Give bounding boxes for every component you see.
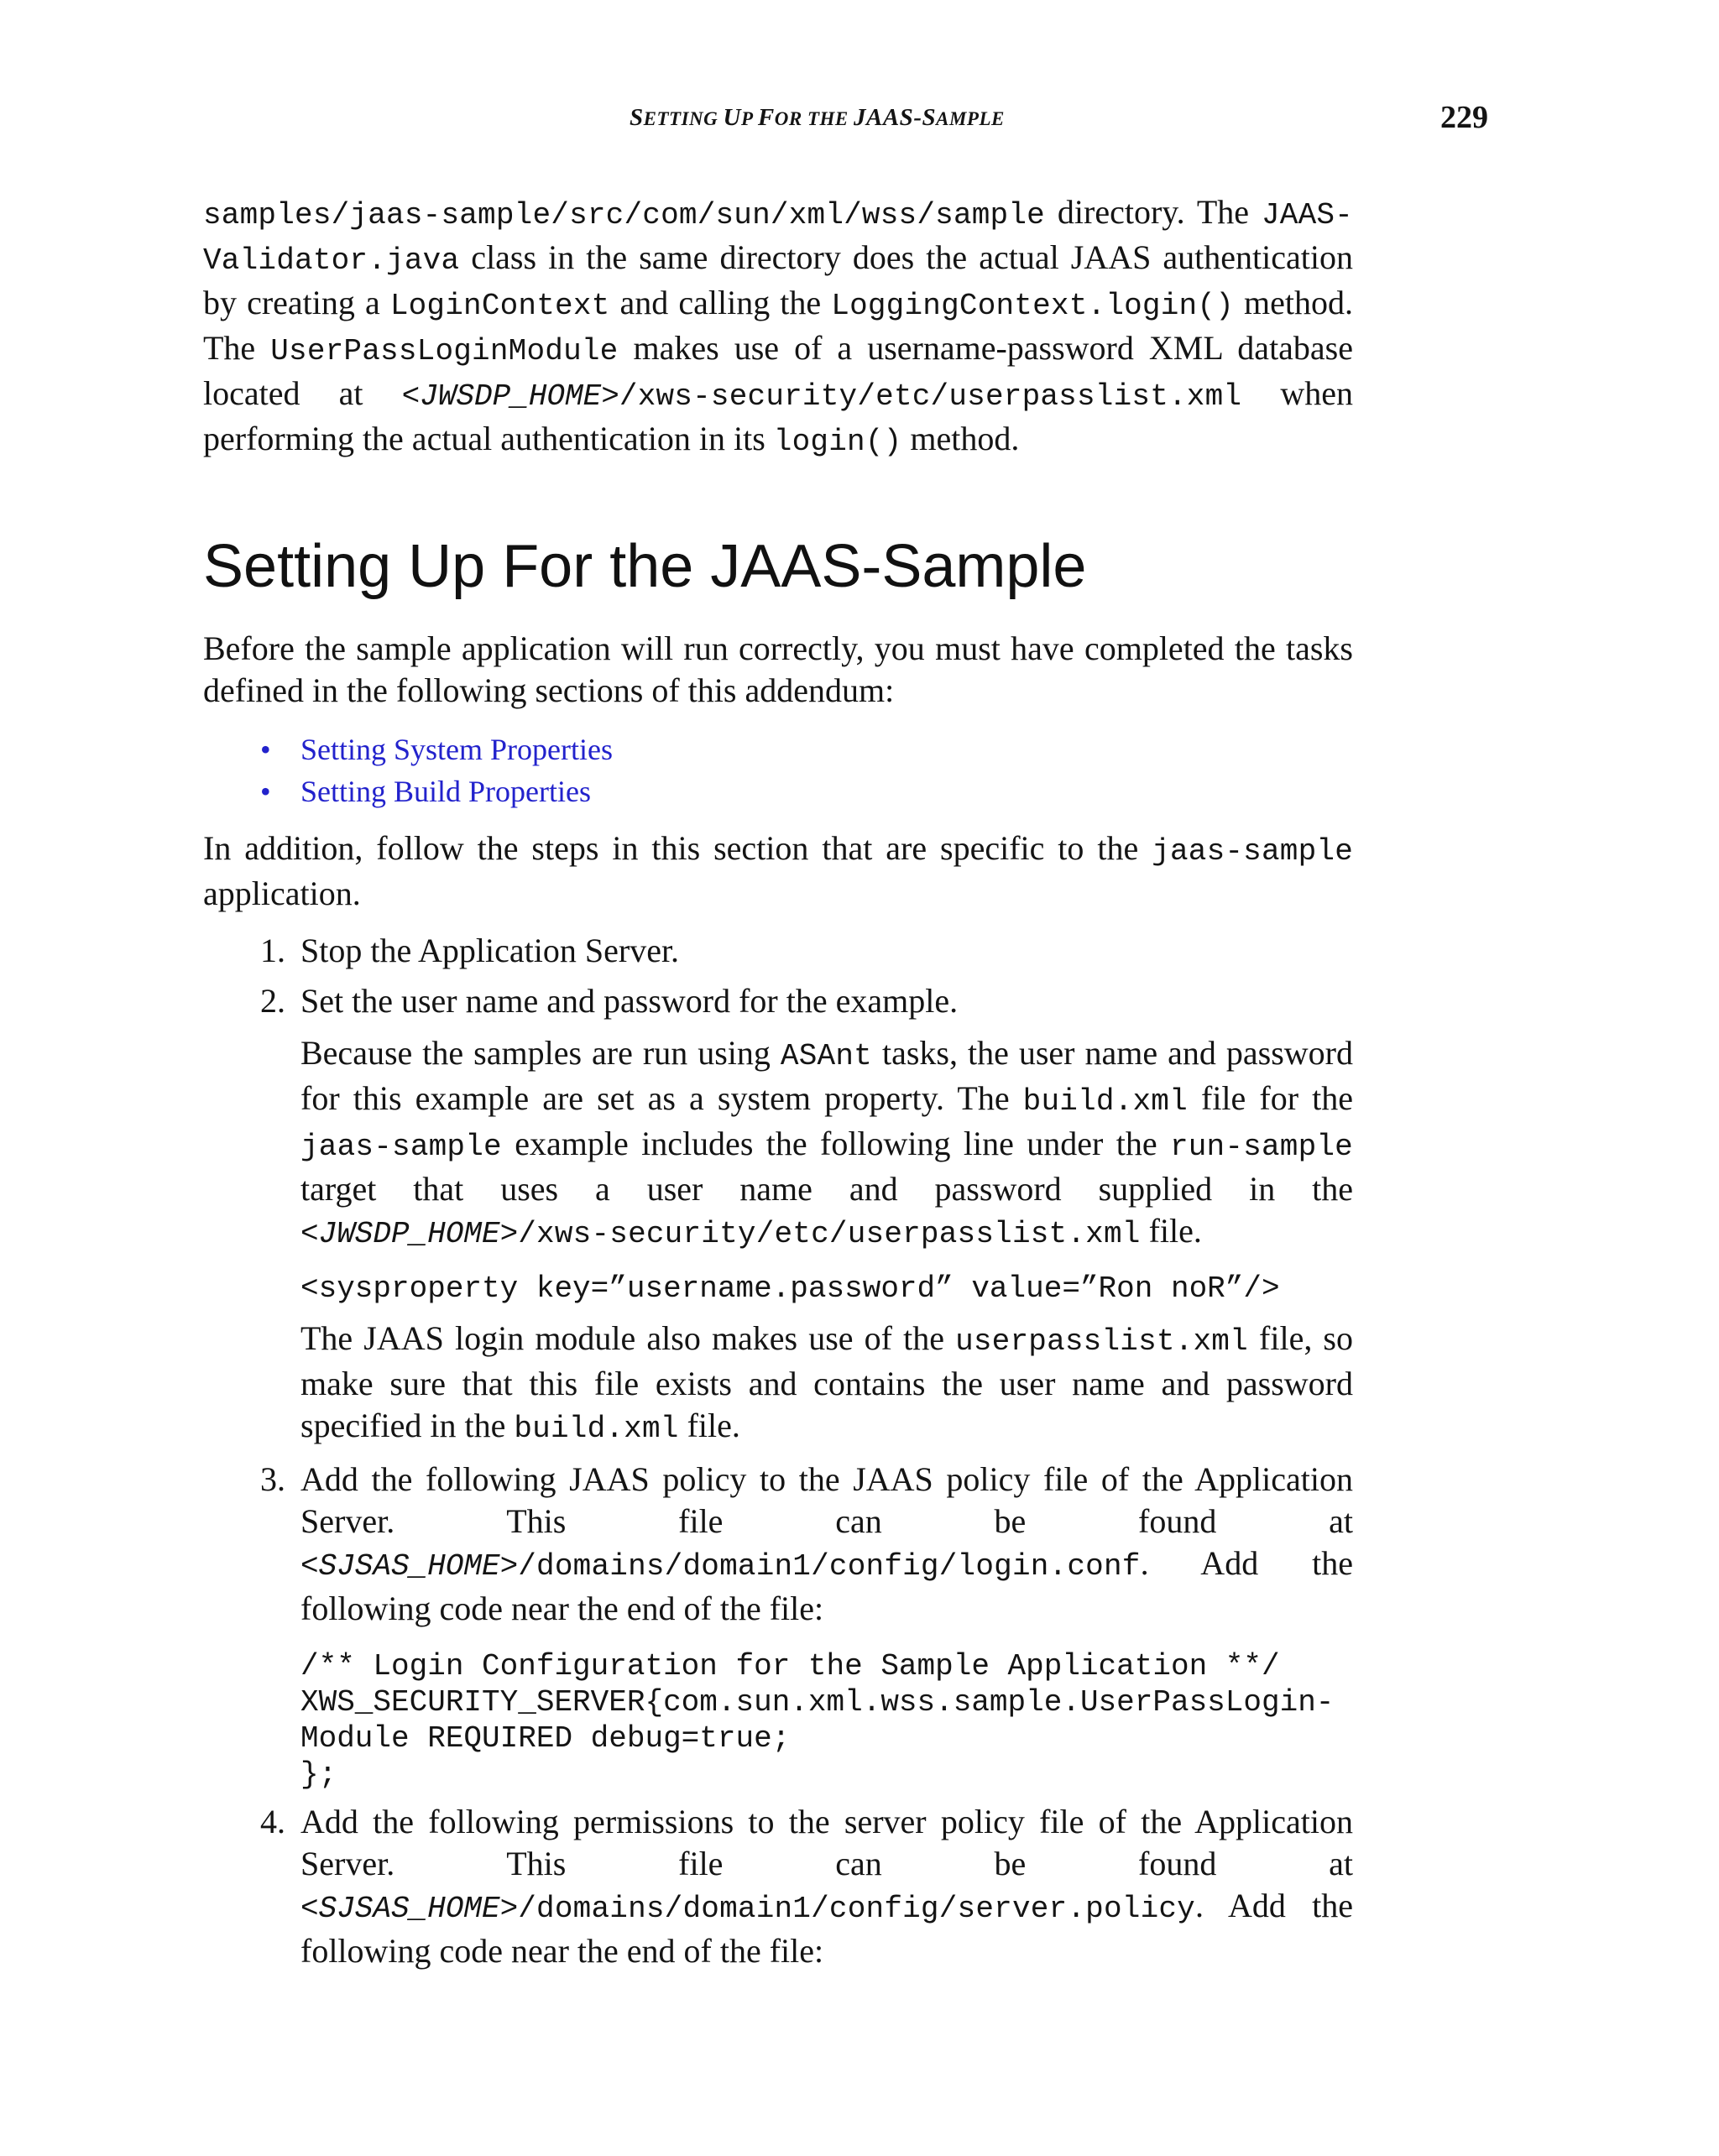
text-run: application. bbox=[203, 874, 361, 912]
inline-code: /xws-security/etc/userpasslist.xml bbox=[518, 1217, 1141, 1251]
code-line: <sysproperty key=”username.password” value=”Ron noR”/> bbox=[300, 1271, 1280, 1306]
link-label[interactable]: Setting Build Properties bbox=[300, 775, 591, 808]
rh-part: ETTING bbox=[643, 108, 724, 129]
text-run: file, so make sure that this file exists and contains the user name and password specified in the bbox=[300, 1319, 1353, 1444]
inline-code: /domains/domain1/config/server.policy bbox=[518, 1892, 1195, 1926]
text-run: method. bbox=[901, 420, 1020, 457]
inline-code: UserPassLoginModule bbox=[270, 334, 619, 368]
inline-code: /xws-security/etc/userpasslist.xml bbox=[619, 379, 1242, 414]
code-block: /** Login Configuration for the Sample Application **/ XWS_SECURITY_SERVER{com.sun.xml.wss.sample.UserPassLogin- Module REQUIRED debug=true; }; bbox=[300, 1649, 1335, 1792]
text-run: . Add the following code near the end of the file: bbox=[300, 1887, 1353, 1970]
inline-code: ASAnt bbox=[780, 1039, 872, 1073]
text-run: directory. The bbox=[1044, 193, 1262, 231]
text-run: Because the samples are run using bbox=[300, 1034, 781, 1072]
text-run: In addition, follow the steps in this section that are specific to the bbox=[203, 829, 1152, 867]
text-run: Add the following permissions to the server policy file of the Application Server. This file can be found at bbox=[300, 1803, 1353, 1882]
section-paragraph-2 bbox=[203, 827, 1353, 915]
page-number: 229 bbox=[1440, 100, 1488, 135]
inline-code: jaas-sample bbox=[300, 1130, 502, 1164]
step-item bbox=[203, 1801, 1353, 1972]
inline-code-italic: <SJSAS_HOME> bbox=[300, 1892, 519, 1926]
link-item-build-properties[interactable] bbox=[260, 770, 1353, 812]
inline-code: jaas-sample bbox=[1152, 834, 1353, 869]
inline-code-italic: <JWSDP_HOME> bbox=[401, 379, 619, 414]
intro-paragraph bbox=[203, 191, 1353, 463]
step-number: 2. bbox=[260, 982, 285, 1020]
step-text: Set the user name and password for the example. bbox=[300, 982, 959, 1020]
step-number: 4. bbox=[260, 1803, 285, 1840]
link-item-system-properties[interactable] bbox=[260, 728, 1353, 770]
inline-code: login() bbox=[773, 425, 902, 459]
rh-part: P bbox=[740, 108, 758, 129]
step-paragraph bbox=[300, 1459, 1353, 1630]
text-run: method. The bbox=[203, 284, 1354, 367]
section-heading: Setting Up For the JAAS-Sample bbox=[203, 533, 1087, 600]
text-run: . Add the following code near the end of the file: bbox=[300, 1544, 1353, 1627]
inline-code: /domains/domain1/config/login.conf bbox=[518, 1549, 1141, 1584]
text-run: file for the bbox=[1187, 1079, 1353, 1117]
link-list bbox=[203, 728, 1353, 812]
text-run: when performing the actual authentication in its bbox=[203, 374, 1353, 457]
text-run: example includes the following line under the bbox=[501, 1125, 1170, 1162]
step-number: 3. bbox=[260, 1460, 285, 1498]
rh-part: U bbox=[723, 104, 741, 131]
step-paragraph bbox=[300, 1318, 1353, 1450]
inline-code: samples/jaas-sample/src/com/sun/xml/wss/sample bbox=[203, 198, 1045, 232]
inline-code: LoggingContext.login() bbox=[831, 289, 1234, 323]
running-head bbox=[0, 99, 1719, 141]
inline-code: build.xml bbox=[1022, 1084, 1188, 1119]
rh-part: JAAS-S bbox=[854, 104, 937, 131]
text-run: Add the following JAAS policy to the JAAS policy file of the Application Server. This file can be found at bbox=[300, 1460, 1353, 1540]
step-number: 1. bbox=[260, 932, 285, 969]
page-body bbox=[203, 191, 1353, 1981]
inline-code: build.xml bbox=[514, 1412, 679, 1446]
step-item bbox=[203, 1459, 1353, 1793]
rh-part: OR THE bbox=[774, 108, 854, 129]
bullet-icon: • bbox=[260, 775, 271, 808]
step-item bbox=[203, 930, 1353, 972]
rh-part: AMPLE bbox=[936, 108, 1005, 129]
step-paragraph bbox=[300, 1032, 1353, 1255]
text-run: tasks, the user name and password for this example are set as a system property. The bbox=[300, 1034, 1353, 1117]
inline-code: userpasslist.xml bbox=[955, 1324, 1248, 1359]
text-run: The JAAS login module also makes use of the bbox=[300, 1319, 956, 1357]
step-item bbox=[203, 980, 1353, 1450]
step-paragraph bbox=[300, 1801, 1353, 1972]
rh-part: S bbox=[630, 104, 644, 131]
text-run: file. bbox=[678, 1407, 740, 1444]
inline-code: run-sample bbox=[1169, 1130, 1353, 1164]
inline-code-italic: <JWSDP_HOME> bbox=[300, 1217, 519, 1251]
text-run: file. bbox=[1140, 1212, 1202, 1250]
text-run: makes use of a username-password XML database located at bbox=[203, 329, 1354, 412]
link-label[interactable]: Setting System Properties bbox=[300, 733, 613, 766]
rh-part: F bbox=[757, 104, 775, 131]
inline-code: JAAS-Validator.java bbox=[203, 198, 1353, 278]
bullet-icon: • bbox=[260, 733, 271, 766]
inline-code-italic: <SJSAS_HOME> bbox=[300, 1549, 519, 1584]
text-run: and calling the bbox=[609, 284, 832, 321]
text-run: class in the same directory does the actual JAAS authentication by creating a bbox=[203, 238, 1353, 321]
inline-code: LoginContext bbox=[389, 289, 610, 323]
section-paragraph: Before the sample application will run correctly, you must have completed the tasks defined in the following sections of this addendum: bbox=[203, 629, 1353, 709]
step-text: Stop the Application Server. bbox=[300, 932, 680, 969]
steps-list bbox=[203, 930, 1353, 1972]
text-run: target that uses a user name and password supplied in the bbox=[300, 1170, 1353, 1208]
running-head-title bbox=[630, 104, 1005, 132]
